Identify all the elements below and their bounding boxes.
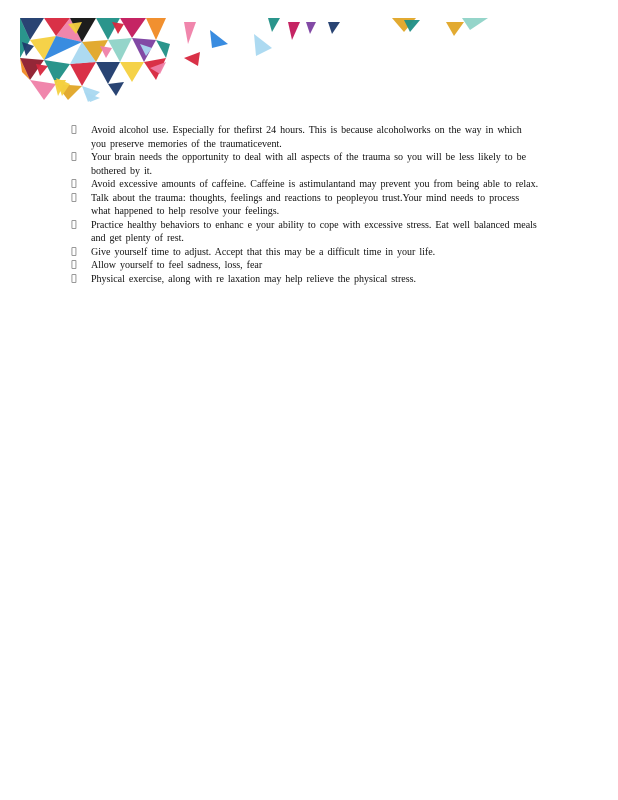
banner-triangle: [184, 22, 196, 44]
banner-triangle: [156, 40, 170, 58]
bullet-icon: [70, 259, 78, 273]
banner-triangle: [100, 46, 112, 58]
banner-triangle: [288, 22, 300, 40]
list-item: [70, 219, 540, 246]
banner-triangle: [120, 18, 146, 38]
list-item: [70, 273, 540, 287]
tip-text: Give yourself time to adjust. Accept that this may be a difficult time in your life.: [91, 246, 436, 258]
banner-triangle: [146, 18, 166, 40]
list-item: [70, 259, 540, 273]
tip-text: Avoid excessive amounts of caffeine. Caffeine is astimulantand may prevent you from being able to relax.: [91, 179, 539, 190]
list-item: [70, 178, 540, 192]
bullet-icon: [70, 219, 78, 233]
tip-text: Allow yourself to feel sadness, loss, fear: [91, 260, 263, 271]
banner-triangle: [210, 30, 228, 48]
banner-triangle: [462, 18, 488, 30]
bullet-icon: [70, 246, 78, 260]
coping-tips-list: [70, 124, 540, 286]
list-item: [70, 151, 540, 178]
banner-triangle: [36, 64, 48, 76]
bullet-icon: [70, 178, 78, 192]
banner-triangle: [184, 52, 200, 66]
list-item: [70, 246, 540, 260]
tip-text: Practice healthy behaviors to enhanc e your ability to cope with excessive stress. Eat well balanced meals and get plenty of rest.: [91, 219, 537, 244]
banner-triangle: [306, 22, 316, 34]
bullet-icon: [70, 151, 78, 165]
banner-triangle: [108, 82, 124, 96]
tip-text: Avoid alcohol use. Especially for thefirst 24 hours. This is because alcoholworks on the way in which you preserve memories of the traumaticevent.: [91, 125, 522, 150]
banner-triangle: [446, 22, 464, 36]
tip-text: Talk about the trauma: thoughts, feelings and reactions to peopleyou trust.Your mind needs to process what happened to help resolve your feelings.: [91, 192, 520, 217]
decorative-triangle-banner: [0, 0, 618, 110]
bullet-icon: [70, 124, 78, 138]
bullet-icon: [70, 192, 78, 206]
banner-triangle: [96, 62, 120, 84]
banner-triangle: [254, 34, 272, 56]
bullet-icon: [70, 273, 78, 287]
list-item: [70, 192, 540, 219]
list-item: [70, 124, 540, 151]
banner-triangle: [70, 62, 96, 86]
banner-triangle: [108, 38, 132, 62]
tip-text: Your brain needs the opportunity to deal with all aspects of the trauma so you will be less likely to be bothered by it.: [91, 152, 527, 177]
tip-text: Physical exercise, along with re laxation may help relieve the physical stress.: [91, 273, 417, 285]
banner-triangle: [30, 80, 56, 100]
banner-triangle: [268, 18, 280, 32]
document-body: [70, 124, 540, 286]
banner-triangle: [328, 22, 340, 34]
banner-triangle: [120, 62, 144, 82]
